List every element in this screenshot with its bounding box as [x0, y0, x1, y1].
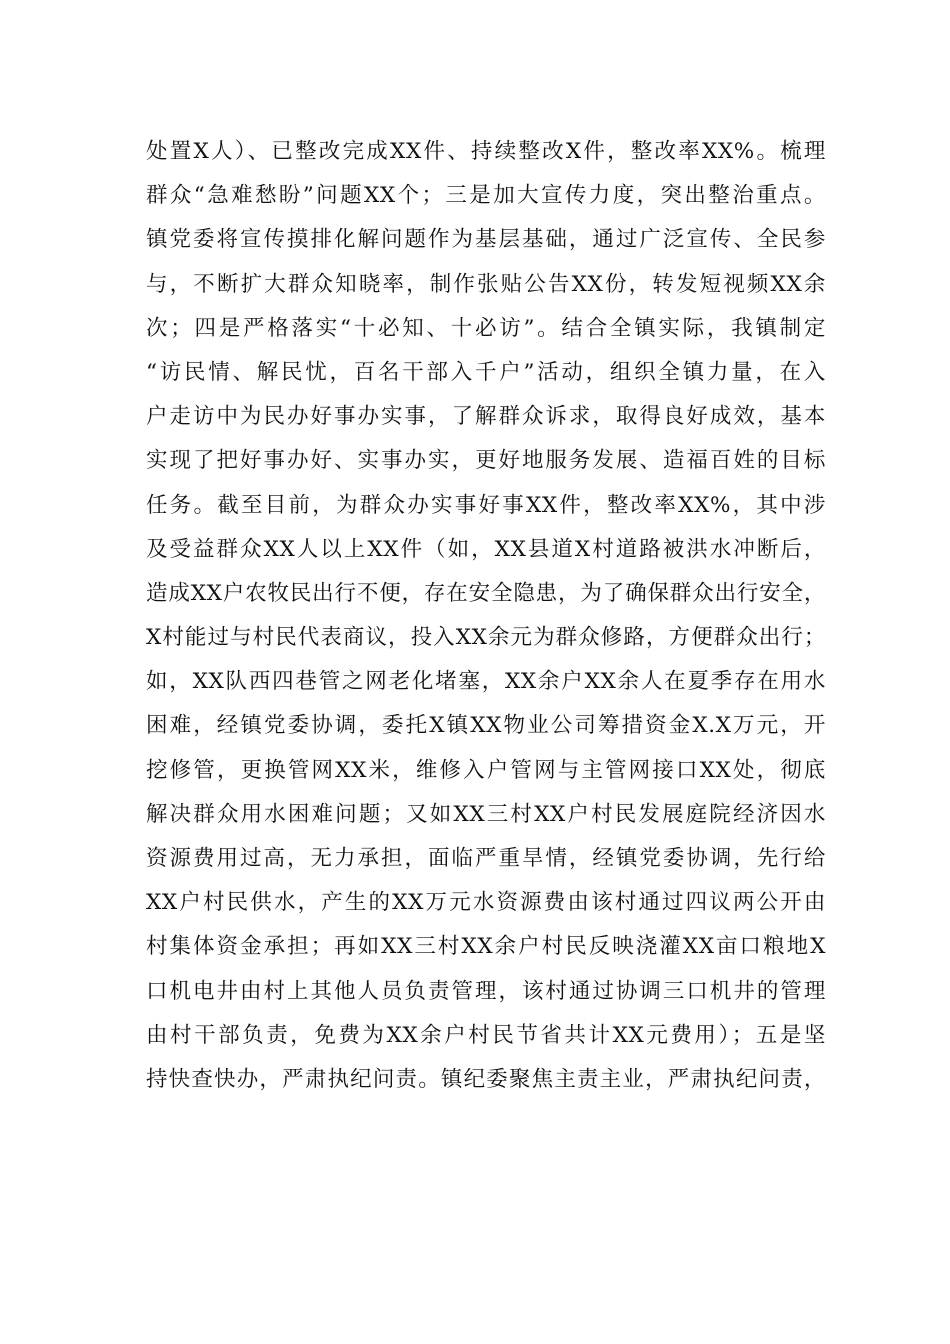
text-line: 由村干部负责，免费为XX余户村民节省共计XX元费用）；五是坚: [146, 1022, 826, 1048]
text-line: 实现了把好事办好、实事办实，更好地服务发展、造福百姓的目标: [146, 448, 826, 474]
text-line: 持快查快办，严肃执纪问责。镇纪委聚焦主责主业，严肃执纪问责，: [146, 1066, 826, 1092]
text-line: 与，不断扩大群众知晓率，制作张贴公告XX份，转发短视频XX余: [146, 271, 826, 297]
text-line: 任务。截至目前，为群众办实事好事XX件，整改率XX%，其中涉: [146, 492, 826, 518]
text-line: 及受益群众XX人以上XX件（如，XX县道X村道路被洪水冲断后，: [146, 536, 826, 562]
text-line: 镇党委将宣传摸排化解问题作为基层基础，通过广泛宣传、全民参: [146, 227, 826, 253]
text-line: 村集体资金承担；再如XX三村XX余户村民反映浇灌XX亩口粮地X: [146, 934, 826, 960]
text-line: XX户村民供水，产生的XX万元水资源费由该村通过四议两公开由: [146, 890, 826, 916]
text-line: 户走访中为民办好事办实事，了解群众诉求，取得良好成效，基本: [146, 404, 826, 430]
text-line: X村能过与村民代表商议，投入XX余元为群众修路，方便群众出行；: [146, 625, 826, 651]
text-line: 解决群众用水困难问题；又如XX三村XX户村民发展庭院经济因水: [146, 801, 826, 827]
text-line: 口机电井由村上其他人员负责管理，该村通过协调三口机井的管理: [146, 978, 826, 1004]
text-line: 如，XX队西四巷管之网老化堵塞，XX余户XX余人在夏季存在用水: [146, 669, 826, 695]
body-text: [146, 130, 826, 1102]
text-line: 挖修管，更换管网XX米，维修入户管网与主管网接口XX处，彻底: [146, 757, 826, 783]
text-line: 资源费用过高，无力承担，面临严重旱情，经镇党委协调，先行给: [146, 846, 826, 871]
text-line: 困难，经镇党委协调，委托X镇XX物业公司筹措资金X.X万元，开: [146, 713, 826, 739]
text-line: “访民情、解民忧，百名干部入千户”活动，组织全镇力量，在入: [146, 359, 826, 385]
text-line: 处置X人）、已整改完成XX件、持续整改X件，整改率XX%。梳理: [146, 139, 826, 164]
text-line: 次；四是严格落实“十必知、十必访”。结合全镇实际，我镇制定: [146, 315, 826, 341]
text-line: 造成XX户农牧民出行不便，存在安全隐患，为了确保群众出行安全，: [146, 580, 826, 606]
text-line: 群众“急难愁盼”问题XX个；三是加大宣传力度，突出整治重点。: [146, 183, 826, 209]
